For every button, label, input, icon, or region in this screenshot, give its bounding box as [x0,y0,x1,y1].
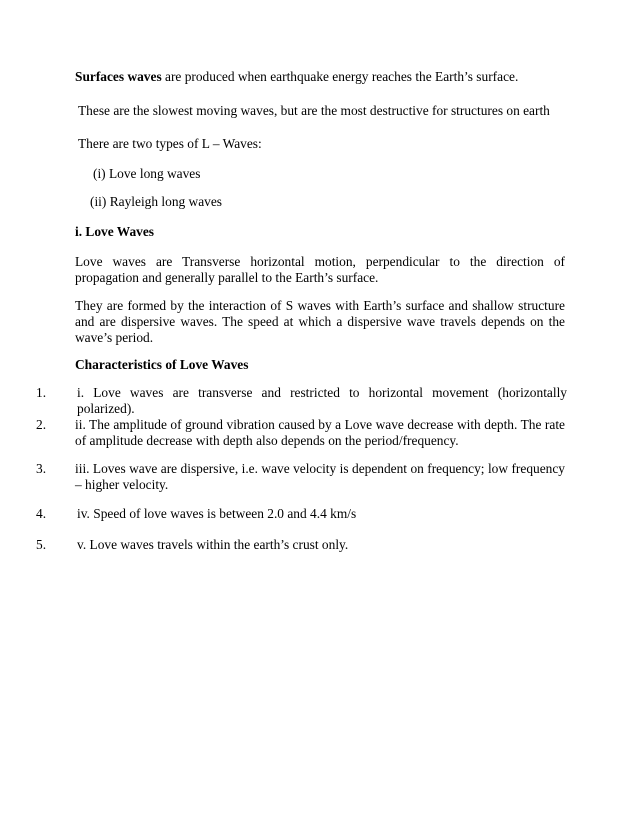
list-item-number: 3. [36,461,47,476]
characteristics-heading: Characteristics of Love Waves [75,357,249,372]
list-item-number: 5. [36,537,47,552]
type-item-love: (i) Love long waves [93,166,201,181]
intro-lead-rest: are produced when earthquake energy reaches the Earth’s surface. [161,69,519,84]
love-waves-heading: i. Love Waves [75,224,154,239]
intro-line-1 [75,69,518,85]
type-item-rayleigh: (ii) Rayleigh long waves [90,194,223,209]
love-waves-paragraph-2: They are formed by the interaction of S waves with Earth’s surface and shallow structure and are dispersive waves. The speed at which a dispersive wave travels depends on the wave’s period. [75,298,565,345]
list-item-text: iii. Loves wave are dispersive, i.e. wave velocity is dependent on frequency; low frequency – higher velocity. [75,461,565,492]
list-item-text: i. Love waves are transverse and restricted to horizontal movement (horizontally polarized). [77,385,567,416]
love-waves-paragraph-1: Love waves are Transverse horizontal motion, perpendicular to the direction of propagation and generally parallel to the Earth’s surface. [75,254,565,285]
list-item-number: 1. [36,385,47,400]
list-item-text: v. Love waves travels within the earth’s crust only. [77,537,349,552]
intro-line-2: These are the slowest moving waves, but are the most destructive for structures on earth [78,103,550,118]
intro-line-3: There are two types of L – Waves: [78,136,262,151]
intro-lead-bold: Surfaces waves [75,69,162,84]
list-item-text: iv. Speed of love waves is between 2.0 and 4.4 km/s [77,506,357,521]
list-item-text: ii. The amplitude of ground vibration caused by a Love wave decrease with depth. The rate of amplitude decrease with depth also depends on the period/frequency. [75,417,565,448]
list-item-number: 2. [36,417,47,432]
list-item-number: 4. [36,506,47,521]
